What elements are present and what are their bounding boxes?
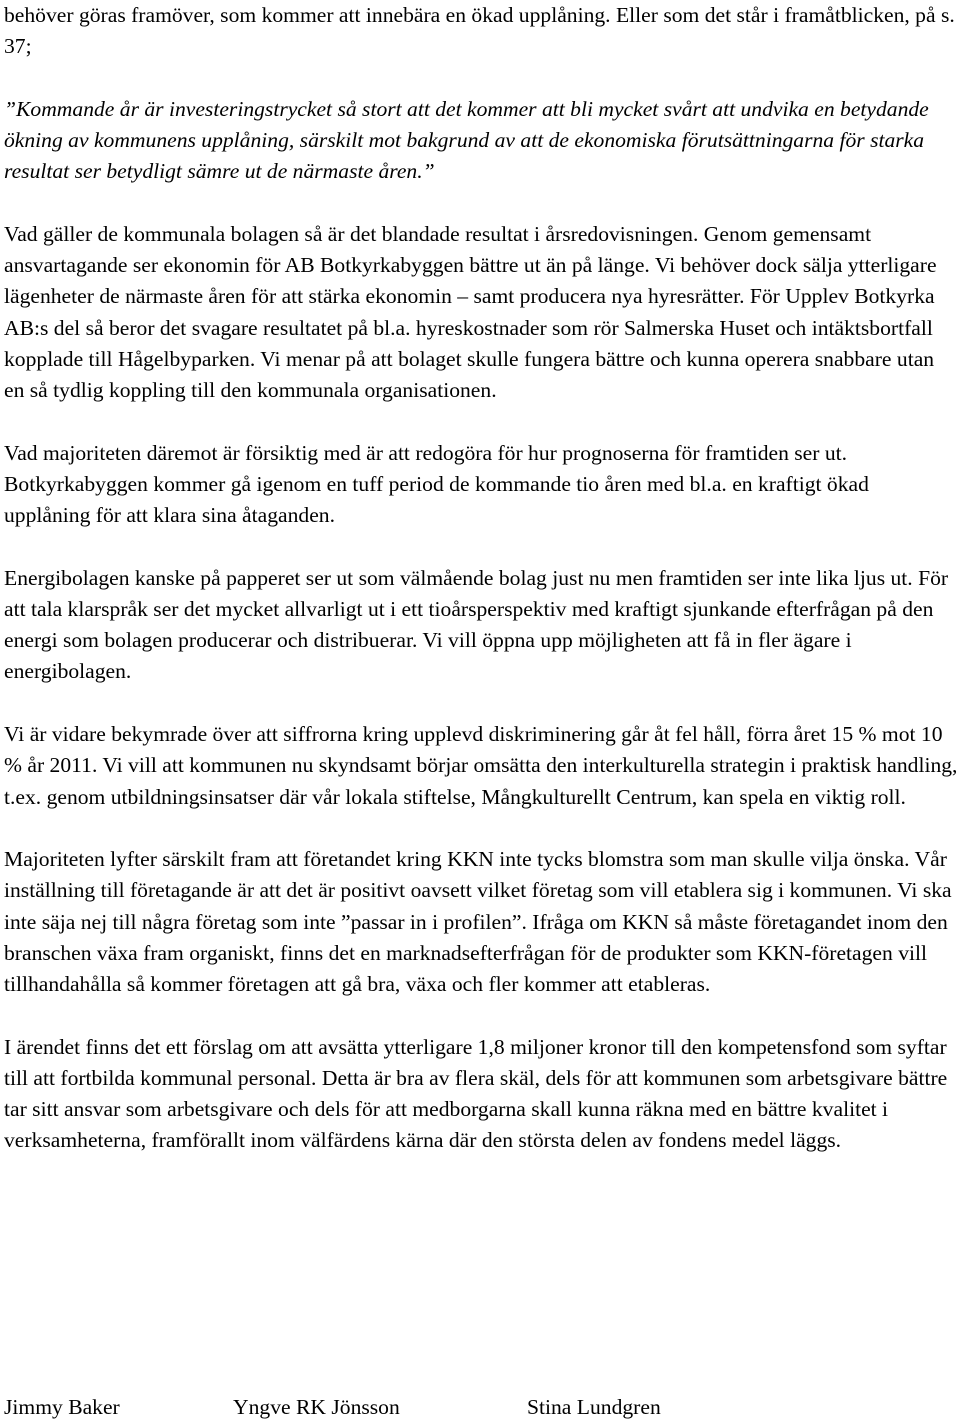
- quote-text: ”Kommande år är investeringstrycket så stort att det kommer att bli mycket svårt att undvika en betydande ökning av kommunens upplåning, särskilt mot bakgrund av att de ekonomiska förutsättningarna för starka resultat ser betydligt sämre ut de närmaste åren.”: [4, 96, 929, 184]
- signature-name: Yngve RK Jönsson: [233, 1395, 400, 1419]
- paragraph-kkn: Majoriteten lyfter särskilt fram att företandet kring KKN inte tycks blomstra som man skulle vilja önska. Vår inställning till företagande är att det är positivt oavsett vilket företag som vill etablera sig i kommunen. Vi ska inte säja nej till några företag som inte ”passar in i profilen”. Ifråga om KKN så måste företagandet inom den branschen växa fram organiskt, finns det en marknadsefterfrågan för de produkter som KKN-företagen vill tillhandahålla så kommer företagen att gå bra, växa och fler kommer att etableras.: [4, 847, 952, 997]
- paragraph-competence-fund: I ärendet finns det ett förslag om att avsätta ytterligare 1,8 miljoner kronor till den kompetensfond som syftar till att fortbilda kommunal personal. Detta är bra av flera skäl, dels för att kommunen som arbetsgivare bättre tar sitt ansvar som arbetsgivare och dels för att medborgarna skall kunna räkna med en bättre kvalitet i verksamheterna, framförallt inom välfärdens kärna där den största delen av fondens medel läggs.: [4, 1034, 948, 1153]
- paragraph-municipal-companies: Vad gäller de kommunala bolagen så är det blandade resultat i årsredovisningen. Genom gemensamt ansvartagande ser ekonomin för AB Botkyrkabyggen bättre ut än på länge. Vi behöver dock sälja ytterligare lägenheter de närmaste åren för att stärka ekonomin – samt producera nya hyresrätter. För Upplev Botkyrka AB:s del så beror det svagare resultatet på bl.a. hyreskostnader som rör Salmerska Huset och intäktsbortfall kopplade till Hågelbyparken. Vi menar på att bolaget skulle fungera bättre och kunna operera snabbare utan en så tydlig koppling till den kommunala organisationen.: [4, 222, 937, 403]
- paragraph-gap: [4, 406, 958, 438]
- paragraph-energy-companies: Energibolagen kanske på papperet ser ut som välmående bolag just nu men framtiden ser inte lika ljus ut. För att tala klarspråk ser det mycket allvarligt ut i ett tioårsperspektiv med kraftigt sjunkande efterfrågan på den energi som bolagen producerar och distribuerar. Vi vill öppna upp möjligheten att få in fler ägare i energibolagen.: [4, 565, 949, 684]
- paragraph-intro: behöver göras framöver, som kommer att innebära en ökad upplåning. Eller som det står i framåtblicken, på s. 37;: [4, 3, 955, 59]
- signature-name: Stina Lundgren: [527, 1395, 661, 1419]
- signature-name: Jimmy Baker: [4, 1395, 120, 1419]
- document-body: [4, 0, 958, 1157]
- paragraph-gap: [4, 688, 958, 720]
- paragraph-gap: [4, 813, 958, 845]
- paragraph-quote: [4, 94, 958, 188]
- paragraph-forecasts: Vad majoriteten däremot är försiktig med är att redogöra för hur prognoserna för framtiden ser ut. Botkyrkabyggen kommer gå igenom en tuff period de kommande tio åren med bl.a. en kraftigt ökad upplåning för att klara sina åtaganden.: [4, 440, 869, 528]
- paragraph-gap: [4, 531, 958, 563]
- paragraph-gap: [4, 1000, 958, 1032]
- paragraph-gap: [4, 62, 958, 94]
- paragraph-discrimination: Vi är vidare bekymrade över att siffrorna kring upplevd diskriminering går åt fel håll, förra året 15 % mot 10 % år 2011. Vi vill att kommunen nu skyndsamt börjar omsätta den interkulturella strategin i praktisk handling, t.ex. genom utbildningsinsatser där vår lokala stiftelse, Mångkulturellt Centrum, kan spela en viktig roll.: [4, 722, 958, 809]
- paragraph-gap: [4, 188, 958, 220]
